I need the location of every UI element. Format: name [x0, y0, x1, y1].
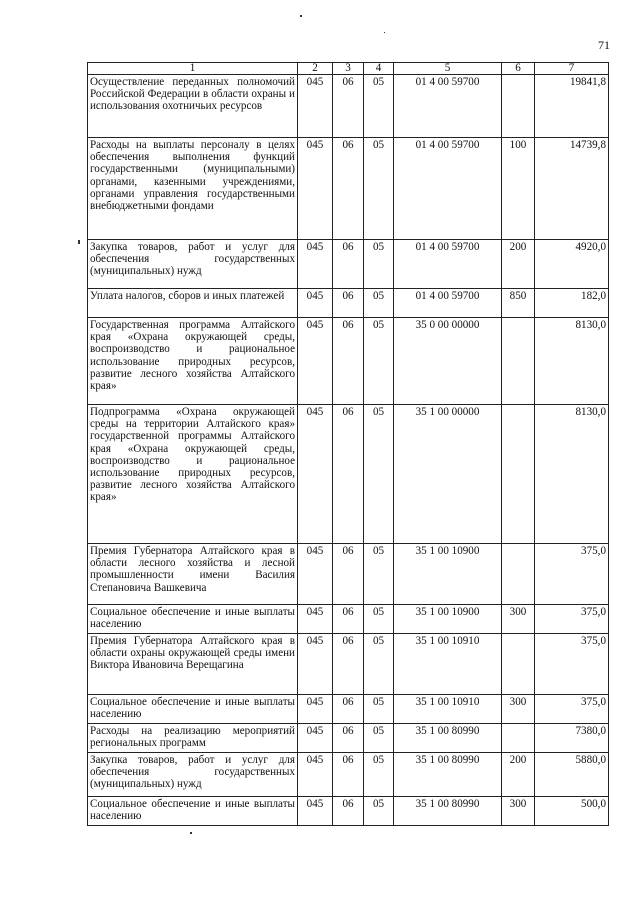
col-header: 1: [88, 63, 298, 75]
col-header: 5: [394, 63, 502, 75]
cell-expense-type: 300: [502, 695, 535, 724]
cell-section: 06: [333, 544, 364, 605]
row-name: Уплата налогов, сборов и иных платежей: [88, 289, 298, 318]
cell-target-article: 01 4 00 59700: [394, 240, 502, 289]
cell-expense-type: [502, 318, 535, 405]
cell-expense-type: 200: [502, 240, 535, 289]
cell-admin-code: 045: [298, 753, 333, 797]
scan-speck: [190, 832, 192, 834]
cell-amount: 375,0: [535, 695, 609, 724]
cell-amount: 8130,0: [535, 405, 609, 544]
col-header: 3: [333, 63, 364, 75]
cell-section: 06: [333, 138, 364, 240]
cell-admin-code: 045: [298, 405, 333, 544]
cell-subsection: 05: [364, 797, 394, 826]
cell-admin-code: 045: [298, 544, 333, 605]
cell-section: 06: [333, 240, 364, 289]
row-name: Подпрограмма «Охрана окружающей среды на территории Алтайского края» государственной программы Алтайского края «Охрана окружающей среды, воспроизводство и рациональное использование природных ресурсов, развитие лесного хозяйства Алтайского края»: [88, 405, 298, 544]
cell-amount: 4920,0: [535, 240, 609, 289]
table-row: [88, 405, 609, 544]
cell-target-article: 35 1 00 10900: [394, 605, 502, 634]
cell-admin-code: 045: [298, 797, 333, 826]
cell-expense-type: 850: [502, 289, 535, 318]
row-name: Закупка товаров, работ и услуг для обеспечения государственных (муниципальных) нужд: [88, 240, 298, 289]
cell-target-article: 35 1 00 80990: [394, 753, 502, 797]
cell-amount: 8130,0: [535, 318, 609, 405]
cell-amount: 14739,8: [535, 138, 609, 240]
row-name: Расходы на выплаты персоналу в целях обеспечения выполнения функций государственными (муниципальными) органами, казенными учреждениями, органами управления государственными внебюджетными фондами: [88, 138, 298, 240]
cell-amount: 7380,0: [535, 724, 609, 753]
cell-amount: 500,0: [535, 797, 609, 826]
cell-target-article: 35 1 00 10910: [394, 634, 502, 695]
cell-subsection: 05: [364, 724, 394, 753]
cell-admin-code: 045: [298, 695, 333, 724]
cell-subsection: 05: [364, 75, 394, 138]
cell-section: 06: [333, 318, 364, 405]
cell-subsection: 05: [364, 695, 394, 724]
table-row: [88, 240, 609, 289]
row-name: Социальное обеспечение и иные выплаты населению: [88, 695, 298, 724]
cell-admin-code: 045: [298, 605, 333, 634]
cell-section: 06: [333, 695, 364, 724]
cell-subsection: 05: [364, 605, 394, 634]
table-row: [88, 724, 609, 753]
cell-expense-type: 300: [502, 797, 535, 826]
table-row: [88, 753, 609, 797]
cell-target-article: 35 0 00 00000: [394, 318, 502, 405]
cell-admin-code: 045: [298, 138, 333, 240]
col-header: 4: [364, 63, 394, 75]
cell-target-article: 35 1 00 80990: [394, 797, 502, 826]
cell-section: 06: [333, 753, 364, 797]
table-row: [88, 695, 609, 724]
cell-subsection: 05: [364, 240, 394, 289]
page-number: 71: [598, 38, 610, 52]
cell-subsection: 05: [364, 138, 394, 240]
cell-admin-code: 045: [298, 724, 333, 753]
header-row: [88, 63, 609, 75]
col-header: 2: [298, 63, 333, 75]
cell-amount: 375,0: [535, 634, 609, 695]
cell-target-article: 35 1 00 80990: [394, 724, 502, 753]
cell-expense-type: [502, 544, 535, 605]
cell-expense-type: 200: [502, 753, 535, 797]
cell-target-article: 01 4 00 59700: [394, 138, 502, 240]
cell-target-article: 35 1 00 10900: [394, 544, 502, 605]
cell-amount: 5880,0: [535, 753, 609, 797]
table-row: [88, 138, 609, 240]
row-name: Социальное обеспечение и иные выплаты населению: [88, 605, 298, 634]
cell-target-article: 35 1 00 10910: [394, 695, 502, 724]
cell-admin-code: 045: [298, 634, 333, 695]
row-name: Расходы на реализацию мероприятий региональных программ: [88, 724, 298, 753]
cell-admin-code: 045: [298, 318, 333, 405]
cell-amount: 375,0: [535, 605, 609, 634]
table-row: [88, 75, 609, 138]
cell-section: 06: [333, 405, 364, 544]
cell-section: 06: [333, 797, 364, 826]
cell-subsection: 05: [364, 289, 394, 318]
cell-admin-code: 045: [298, 240, 333, 289]
budget-table: [87, 62, 609, 826]
col-header: 6: [502, 63, 535, 75]
scan-speck: [384, 32, 385, 33]
row-name: Социальное обеспечение и иные выплаты населению: [88, 797, 298, 826]
cell-section: 06: [333, 605, 364, 634]
cell-section: 06: [333, 75, 364, 138]
cell-subsection: 05: [364, 405, 394, 544]
table-row: [88, 634, 609, 695]
table-row: [88, 318, 609, 405]
row-name: Закупка товаров, работ и услуг для обеспечения государственных (муниципальных) нужд: [88, 753, 298, 797]
cell-expense-type: 300: [502, 605, 535, 634]
scan-speck: [78, 240, 80, 244]
cell-section: 06: [333, 634, 364, 695]
table-row: [88, 289, 609, 318]
col-header: 7: [535, 63, 609, 75]
cell-section: 06: [333, 724, 364, 753]
table-row: [88, 605, 609, 634]
cell-target-article: 01 4 00 59700: [394, 289, 502, 318]
cell-expense-type: [502, 724, 535, 753]
cell-subsection: 05: [364, 753, 394, 797]
cell-subsection: 05: [364, 634, 394, 695]
row-name: Осуществление переданных полномочий Российской Федерации в области охраны и использования охотничьих ресурсов: [88, 75, 298, 138]
cell-amount: 19841,8: [535, 75, 609, 138]
cell-subsection: 05: [364, 318, 394, 405]
table-row: [88, 544, 609, 605]
cell-expense-type: [502, 405, 535, 544]
cell-amount: 182,0: [535, 289, 609, 318]
row-name: Государственная программа Алтайского края «Охрана окружающей среды, воспроизводство и рациональное использование природных ресурсов, развитие лесного хозяйства Алтайского края»: [88, 318, 298, 405]
cell-expense-type: [502, 75, 535, 138]
cell-target-article: 35 1 00 00000: [394, 405, 502, 544]
table-row: [88, 797, 609, 826]
cell-expense-type: 100: [502, 138, 535, 240]
scan-speck: [300, 15, 302, 17]
row-name: Премия Губернатора Алтайского края в области лесного хозяйства и лесной промышленности имени Василия Степановича Вашкевича: [88, 544, 298, 605]
cell-admin-code: 045: [298, 289, 333, 318]
cell-section: 06: [333, 289, 364, 318]
cell-amount: 375,0: [535, 544, 609, 605]
cell-subsection: 05: [364, 544, 394, 605]
cell-target-article: 01 4 00 59700: [394, 75, 502, 138]
cell-expense-type: [502, 634, 535, 695]
row-name: Премия Губернатора Алтайского края в области охраны окружающей среды имени Виктора Ивановича Верещагина: [88, 634, 298, 695]
cell-admin-code: 045: [298, 75, 333, 138]
